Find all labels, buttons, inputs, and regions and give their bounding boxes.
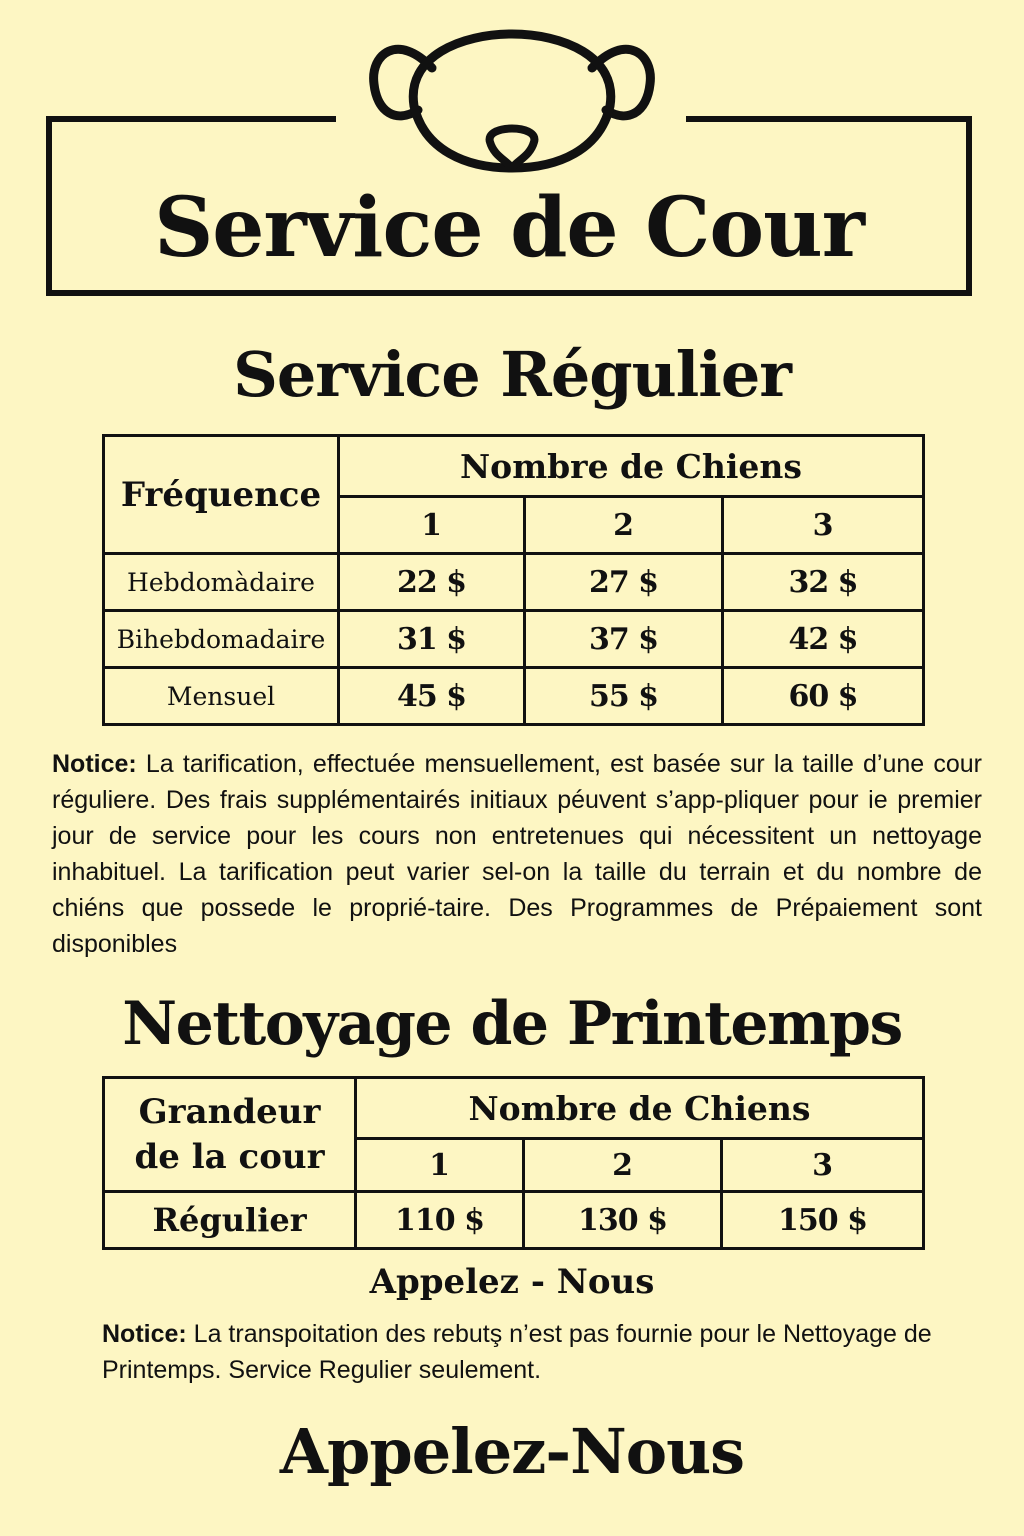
dog-face-icon: [362, 26, 662, 176]
spring-notice: [102, 1316, 942, 1388]
table-row: [104, 668, 924, 725]
table-row: [104, 611, 924, 668]
price-cell: 55 $: [525, 668, 723, 725]
table-row: [104, 554, 924, 611]
price-cell: 110 $: [356, 1192, 524, 1249]
yard-size-header-line2: de la cour: [134, 1136, 325, 1177]
section-title-spring: Nettoyage de Printemps: [122, 989, 902, 1059]
notice-label: Notice:: [52, 750, 137, 778]
price-cell: 31 $: [339, 611, 525, 668]
price-cell: 60 $: [723, 668, 924, 725]
dog-count-group-header: Nombre de Chiens: [339, 436, 924, 497]
price-cell: 22 $: [339, 554, 525, 611]
yard-size-header: [104, 1078, 356, 1192]
price-cell: 42 $: [723, 611, 924, 668]
spring-call-label: Appelez - Nous: [369, 1262, 655, 1302]
table-row: [104, 1192, 924, 1249]
price-cell: 45 $: [339, 668, 525, 725]
regular-price-table: [102, 434, 925, 726]
dog-count-header: 1: [356, 1139, 524, 1192]
notice-text: La tarification, effectuée mensuellement, est basée sur la taille d’une cour réguliere. Des frais supplémentairés initiaux péuvent s’app-pliquer pour ie premier jour de service pour les cours non entretenues qui nécessitent un nettoyage inhabituel. La tarification peut varier sel-on la taille du terrain et du nombre de chiéns que possede le proprié-taire. Des Programmes de Prépaiement sont disponibles: [52, 750, 982, 958]
frequency-label: Bihebdomadaire: [104, 611, 339, 668]
regular-notice: [52, 746, 982, 962]
price-cell: 37 $: [525, 611, 723, 668]
dog-count-header: 1: [339, 497, 525, 554]
price-cell: 32 $: [723, 554, 924, 611]
price-cell: 27 $: [525, 554, 723, 611]
yard-size-label: Régulier: [104, 1192, 356, 1249]
dog-count-group-header: Nombre de Chiens: [356, 1078, 924, 1139]
spring-price-table: [102, 1076, 925, 1250]
dog-count-header: 3: [723, 497, 924, 554]
dog-count-header: 2: [525, 497, 723, 554]
frequency-label: Hebdomàdaire: [104, 554, 339, 611]
notice-label: Notice:: [102, 1320, 187, 1348]
frequency-header: Fréquence: [104, 436, 339, 554]
price-cell: 130 $: [524, 1192, 722, 1249]
yard-size-header-line1: Grandeur: [138, 1092, 321, 1133]
dog-count-header: 3: [722, 1139, 924, 1192]
page-title: Service de Cour: [154, 180, 864, 276]
frequency-label: Mensuel: [104, 668, 339, 725]
footer-call-label: Appelez-Nous: [279, 1415, 745, 1488]
price-cell: 150 $: [722, 1192, 924, 1249]
dog-count-header: 2: [524, 1139, 722, 1192]
notice-text: La transpoitation des rebutş n’est pas fournie pour le Nettoyage de Printemps. Service Regulier seulement.: [102, 1320, 932, 1384]
section-title-regular: Service Régulier: [233, 338, 791, 411]
